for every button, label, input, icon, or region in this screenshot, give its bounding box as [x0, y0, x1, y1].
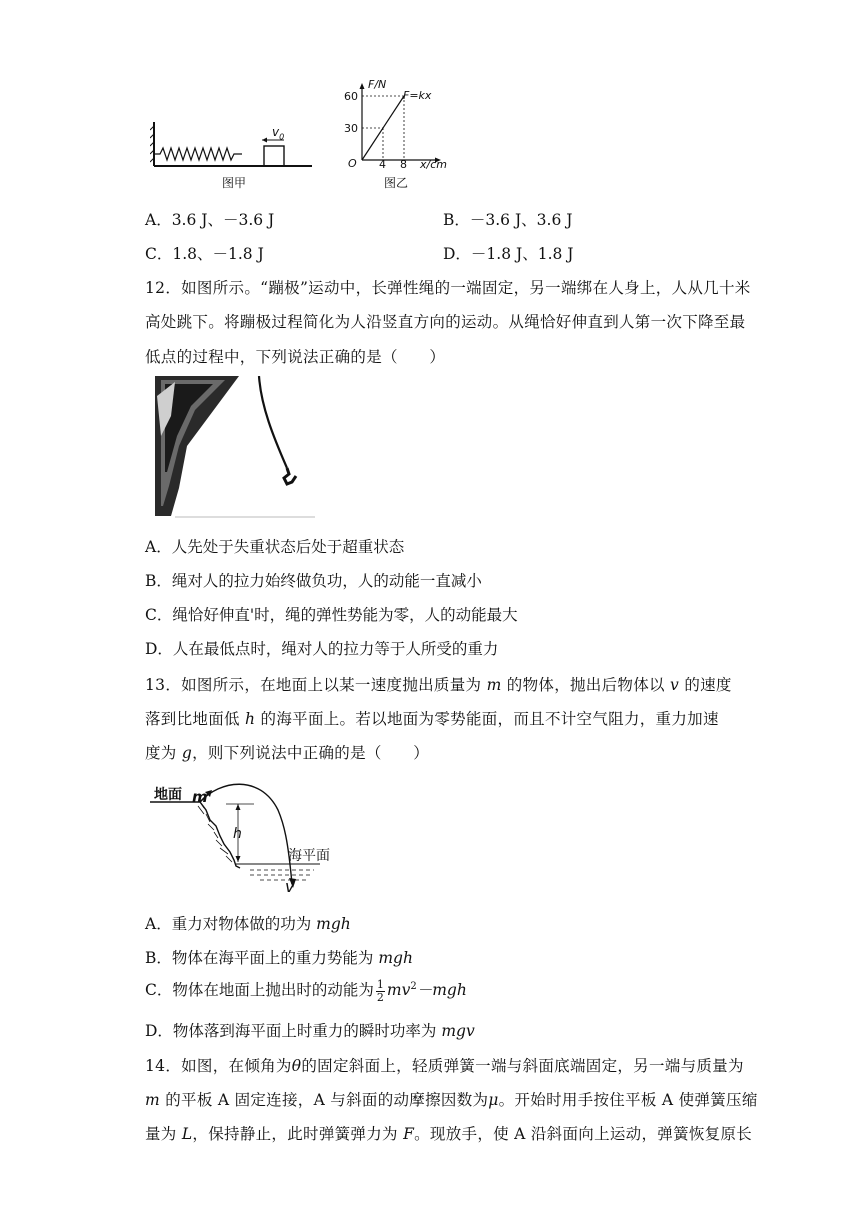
y-tick-60: 60 [344, 90, 358, 103]
q14-stem-line-1: 14．如图，在倾角为θ的固定斜面上，轻质弹簧一端与斜面底端固定，另一端与质量为 [145, 1057, 744, 1075]
fig-jia-velocity-label: $v_0$ [272, 125, 285, 142]
q12-stem-line-2: 高处跳下。将蹦极过程简化为人沿竖直方向的运动。从绳恰好伸直到人第一次下降至最 [145, 313, 746, 331]
q12-option-a: A．人先处于失重状态后处于超重状态 [145, 538, 405, 556]
q11-option-a: A．3.6 J、－3.6 J [145, 211, 275, 229]
x-axis-label: x/cm [420, 158, 447, 171]
fig-h-label: h [233, 826, 242, 842]
q12-stem-line-1: 12．如图所示。“蹦极”运动中，长弹性绳的一端固定，另一端绑在人身上，人从几十米 [145, 279, 751, 297]
x-tick-8: 8 [400, 158, 407, 171]
q11-option-d: D．－1.8 J、1.8 J [443, 245, 574, 263]
cliff-ground-icon [150, 802, 240, 868]
q12-option-c: C．绳恰好伸直'时，绳的弹性势能为零，人的动能最大 [145, 606, 518, 624]
q14-stem-line-3: 量为 L，保持静止，此时弹簧弹力为 F。现放手，使 A 沿斜面向上运动，弹簧恢复原长 [145, 1125, 753, 1143]
wall-icon [150, 122, 154, 166]
q13-stem-line-1: 13．如图所示，在地面上以某一速度抛出质量为 m 的物体，抛出后物体以 v 的速度 [145, 676, 732, 694]
x-tick-4: 4 [379, 158, 386, 171]
q13-option-a: A．重力对物体做的功为 mgh [145, 915, 351, 933]
q13-stem-line-3: 度为 g，则下列说法中正确的是（ ） [145, 744, 430, 762]
q12-option-d: D．人在最低点时，绳对人的拉力等于人所受的重力 [145, 640, 499, 658]
y-axis-label: F/N [368, 78, 387, 91]
spring-icon [154, 148, 242, 160]
fig-m-label: m [192, 788, 208, 806]
block-icon [264, 146, 284, 166]
q11-option-c: C．1.8、－1.8 J [145, 245, 264, 263]
fig-yi-caption: 图乙 [384, 176, 409, 190]
q13-stem-line-2: 落到比地面低 h 的海平面上。若以地面为零势能面，而且不计空气阻力，重力加速 [145, 710, 719, 728]
fig-ground-label: 地面 [154, 787, 182, 803]
bungee-cord-icon [259, 376, 287, 468]
q11-option-b: B．－3.6 J、3.6 J [443, 211, 573, 229]
trajectory-icon [200, 784, 292, 884]
q14-stem-line-2: m 的平板 A 固定连接，A 与斜面的动摩擦因数为μ。开始时用手按住平板 A 使弹簧压缩 [145, 1091, 758, 1109]
q13-option-d: D．物体落到海平面上时重力的瞬时功率为 mgv [145, 1022, 475, 1040]
q12-stem-line-3: 低点的过程中，下列说法正确的是（ ） [145, 348, 446, 366]
fig-sea-label: 海平面 [288, 848, 330, 864]
q13-option-c: C．物体在地面上抛出时的动能为 $\frac{1}{2}$ $mv^2-mgh$ [145, 977, 467, 1004]
q12-option-b: B．绳对人的拉力始终做负功，人的动能一直减小 [145, 572, 482, 590]
origin-label: O [348, 157, 357, 170]
y-tick-30: 30 [344, 122, 358, 135]
fig-jia-caption: 图甲 [222, 176, 247, 190]
jumper-icon [284, 468, 296, 484]
line-label: F=kx [403, 89, 432, 102]
bungee-photo [155, 376, 320, 521]
fig-v-label: v [285, 877, 295, 896]
fraction-one-half: $\frac{1}{2}$ [376, 977, 384, 1004]
q13-option-b: B．物体在海平面上的重力势能为 mgh [145, 949, 413, 967]
